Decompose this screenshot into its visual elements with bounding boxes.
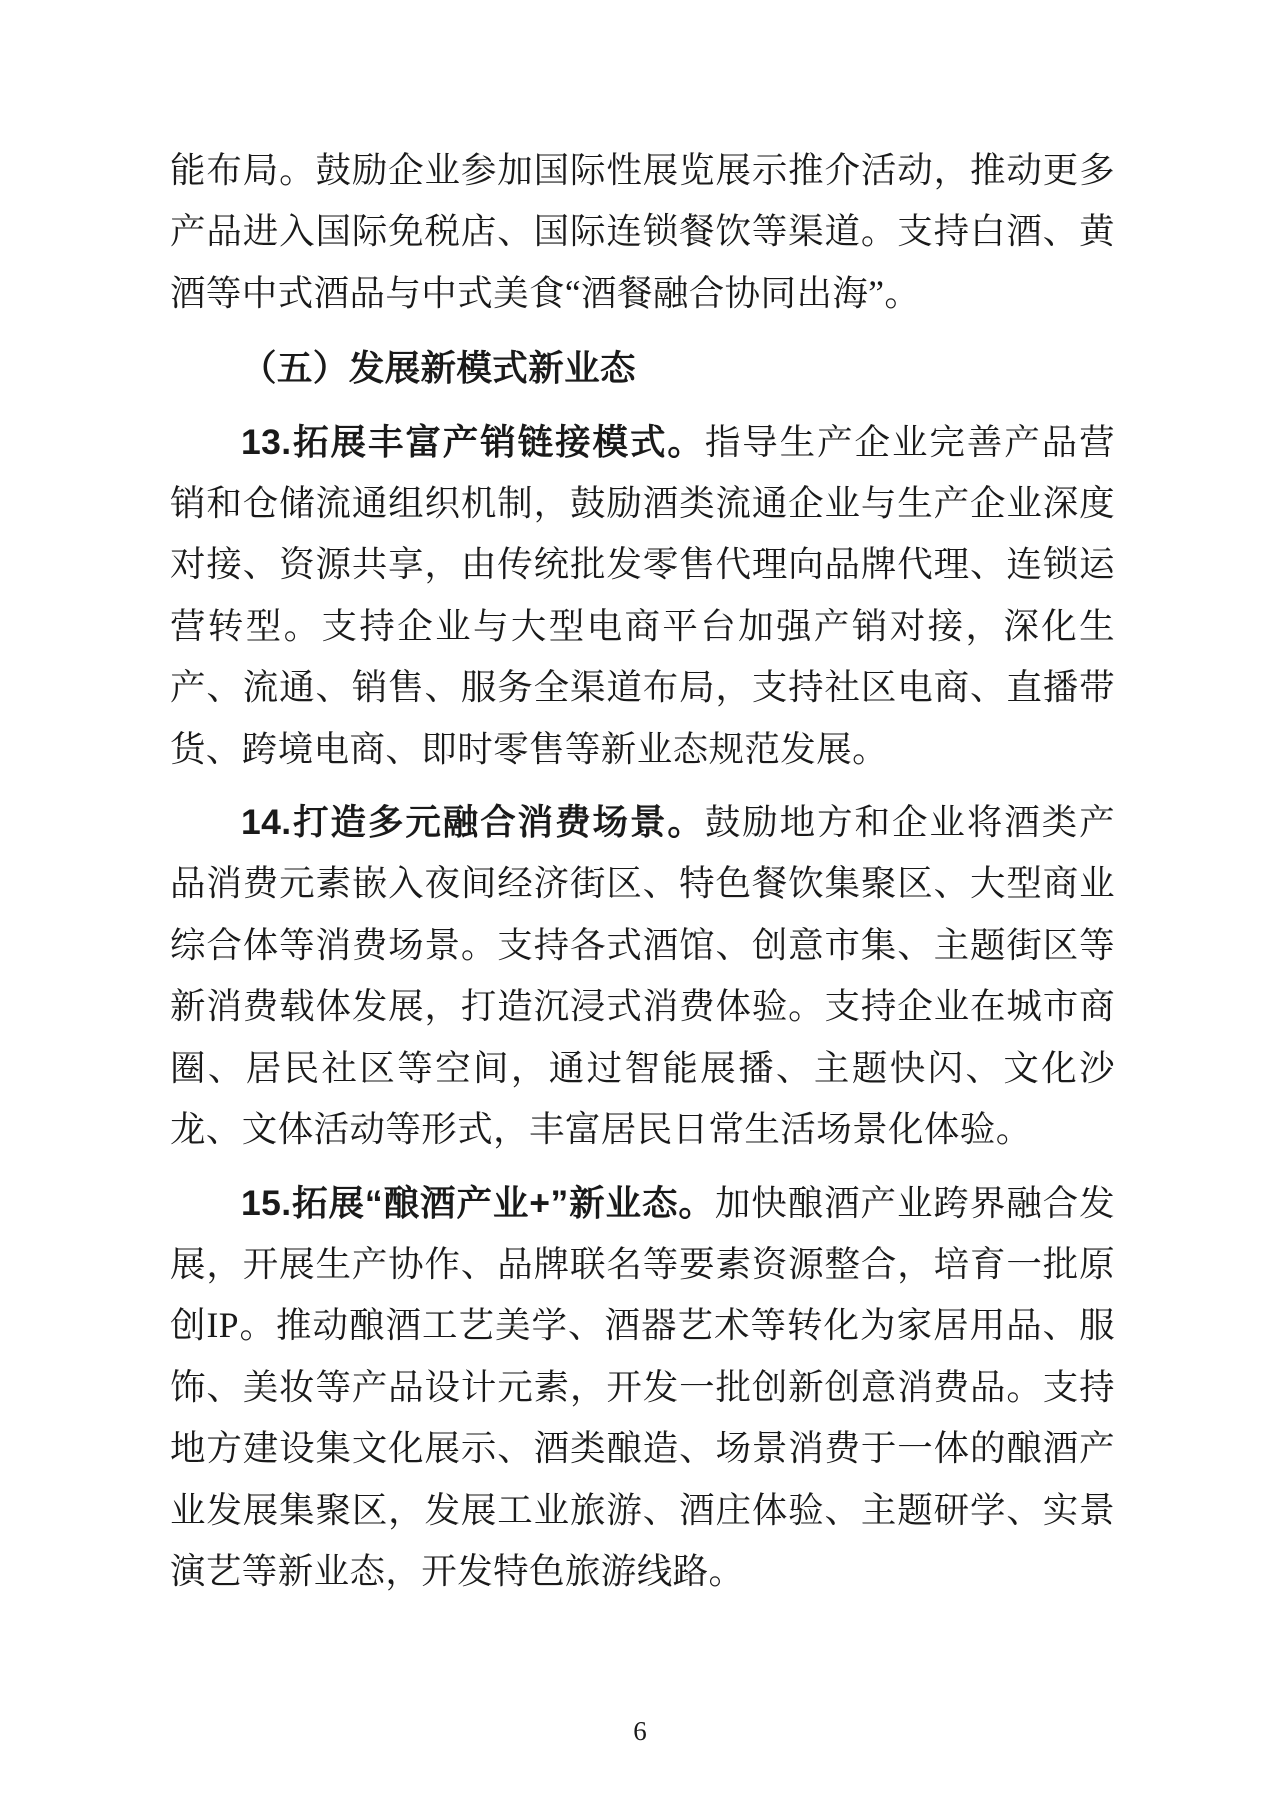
section-heading-five: （五）发展新模式新业态	[241, 348, 636, 389]
item-14-text: 鼓励地方和企业将酒类产品消费元素嵌入夜间经济街区、特色餐饮集聚区、大型商业综合体等消费场景。支持各式酒馆、创意市集、主题街区等新消费载体发展，打造沉浸式消费体验。支持企业在城市商圈、居民社区等空间，通过智能展播、主题快闪、文化沙龙、文体活动等形式，丰富居民日常生活场景化体验。	[170, 802, 1116, 1150]
item-13-text: 指导生产企业完善产品营销和仓储流通组织机制，鼓励酒类流通企业与生产企业深度对接、资源共享，由传统批发零售代理向品牌代理、连锁运营转型。支持企业与大型电商平台加强产销对接，深化生产、流通、销售、服务全渠道布局，支持社区电商、直播带货、跨境电商、即时零售等新业态规范发展。	[170, 421, 1116, 769]
item-15-text: 加快酿酒产业跨界融合发展，开展生产协作、品牌联名等要素资源整合，培育一批原创IP。推动酿酒工艺美学、酒器艺术等转化为家居用品、服饰、美妆等产品设计元素，开发一批创新创意消费品。支持地方建设集文化展示、酒类酿造、场景消费于一体的酿酒产业发展集聚区，发展工业旅游、酒庄体验、主题研学、实景演艺等新业态，开发特色旅游线路。	[170, 1182, 1115, 1591]
item-15	[170, 1173, 1115, 1603]
item-13	[170, 412, 1115, 780]
page-number: 6	[633, 1716, 647, 1746]
document-body	[170, 140, 1115, 1602]
paragraph-continued-top: 能布局。鼓励企业参加国际性展览展示推介活动，推动更多产品进入国际免税店、国际连锁餐饮等渠道。支持白酒、黄酒等中式酒品与中式美食“酒餐融合协同出海”。	[170, 150, 1115, 313]
item-14-lead: 14.打造多元融合消费场景。	[241, 802, 705, 843]
item-15-lead: 15.拓展“酿酒产业+”新业态。	[241, 1182, 715, 1223]
item-14	[170, 792, 1115, 1160]
item-13-lead: 13.拓展丰富产销链接模式。	[241, 421, 705, 462]
